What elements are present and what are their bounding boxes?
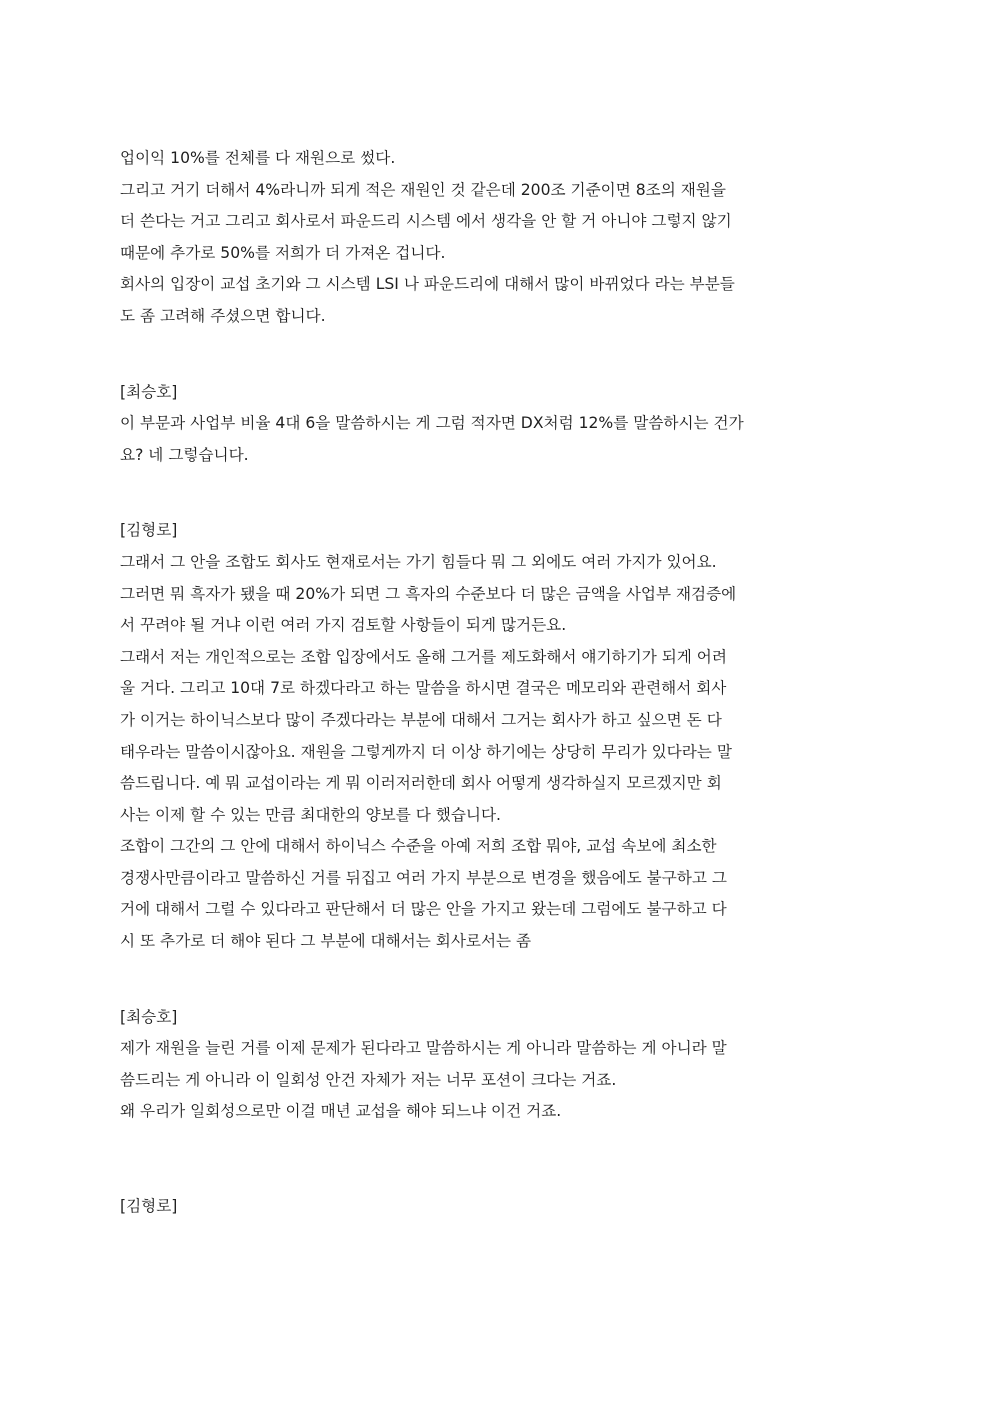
text-line: 제가 재원을 늘린 거를 이제 문제가 된다라고 말씀하시는 게 아니라 말씀하는 게 아니라 말 bbox=[120, 1039, 727, 1058]
text-line: 태우라는 말씀이시잖아요. 재원을 그렇게까지 더 이상 하기에는 상당히 무리가 있다라는 말 bbox=[120, 742, 732, 761]
text-line: 요? 네 그렇습니다. bbox=[120, 445, 249, 464]
text-line: 그래서 저는 개인적으로는 조합 입장에서도 올해 그거를 제도화해서 얘기하기가 되게 어려 bbox=[120, 647, 727, 666]
text-line: 가 이거는 하이닉스보다 많이 주겠다라는 부분에 대해서 그거는 회사가 하고 싶으면 돈 다 bbox=[120, 710, 722, 729]
text-line: 이 부문과 사업부 비율 4대 6을 말씀하시는 게 그럼 적자면 DX처럼 12%를 말씀하시는 건가 bbox=[120, 414, 744, 433]
text-line: 시 또 추가로 더 해야 된다 그 부분에 대해서는 회사로서는 좀 bbox=[120, 932, 532, 951]
speaker-label: [김형로] bbox=[120, 521, 178, 540]
text-line: 씀드립니다. 예 뭐 교섭이라는 게 뭐 이러저러한데 회사 어떻게 생각하실지 모르겠지만 회 bbox=[120, 774, 722, 793]
text-line: 더 쓴다는 거고 그리고 회사로서 파운드리 시스템 에서 생각을 안 할 거 아니야 그렇지 않기 bbox=[120, 212, 732, 231]
speaker-label: [최승호] bbox=[120, 382, 178, 401]
paragraph-gap bbox=[120, 333, 880, 377]
text-line: 서 꾸려야 될 거냐 이런 여러 가지 검토할 사항들이 되게 많거든요. bbox=[120, 616, 567, 635]
text-line: 씀드리는 게 아니라 이 일회성 안건 자체가 저는 너무 포션이 크다는 거죠. bbox=[120, 1070, 617, 1089]
text-line: 그러면 뭐 흑자가 됐을 때 20%가 되면 그 흑자의 수준보다 더 많은 금액을 사업부 재검증에 bbox=[120, 584, 737, 603]
paragraph-gap bbox=[120, 471, 880, 515]
text-line: 거에 대해서 그럴 수 있다라고 판단해서 더 많은 안을 가지고 왔는데 그럼에도 불구하고 다 bbox=[120, 900, 727, 919]
text-line: 그래서 그 안을 조합도 회사도 현재로서는 가기 힘들다 뭐 그 외에도 여러 가지가 있어요. bbox=[120, 552, 717, 571]
text-line: 경쟁사만큼이라고 말씀하신 거를 뒤집고 여러 가지 부분으로 변경을 했음에도 불구하고 그 bbox=[120, 868, 727, 887]
text-line: 왜 우리가 일회성으로만 이걸 매년 교섭을 해야 되느냐 이건 거죠. bbox=[120, 1102, 562, 1121]
text-line: 때문에 추가로 50%를 저희가 더 가져온 겁니다. bbox=[120, 243, 446, 262]
text-line: 울 거다. 그리고 10대 7로 하겠다라고 하는 말씀을 하시면 결국은 메모리와 관련해서 회사 bbox=[120, 679, 727, 698]
paragraph-gap bbox=[120, 958, 880, 1002]
text-line: 그리고 거기 더해서 4%라니까 되게 적은 재원인 것 같은데 200조 기준이면 8조의 재원을 bbox=[120, 180, 726, 199]
speaker-label: [김형로] bbox=[120, 1197, 178, 1216]
text-line: 업이익 10%를 전체를 다 재원으로 썼다. bbox=[120, 149, 396, 167]
text-line: 회사의 입장이 교섭 초기와 그 시스템 LSI 나 파운드리에 대해서 많이 바뀌었다 라는 부분들 bbox=[120, 275, 735, 294]
text-line: 사는 이제 할 수 있는 만큼 최대한의 양보를 다 했습니다. bbox=[120, 805, 501, 824]
paragraph-gap bbox=[120, 1128, 880, 1191]
transcript-body bbox=[120, 143, 880, 1223]
text-line: 조합이 그간의 그 안에 대해서 하이닉스 수준을 아예 저희 조합 뭐야, 교섭 속보에 최소한 bbox=[120, 837, 717, 856]
text-line: 도 좀 고려해 주셨으면 합니다. bbox=[120, 306, 326, 325]
speaker-label: [최승호] bbox=[120, 1007, 178, 1026]
